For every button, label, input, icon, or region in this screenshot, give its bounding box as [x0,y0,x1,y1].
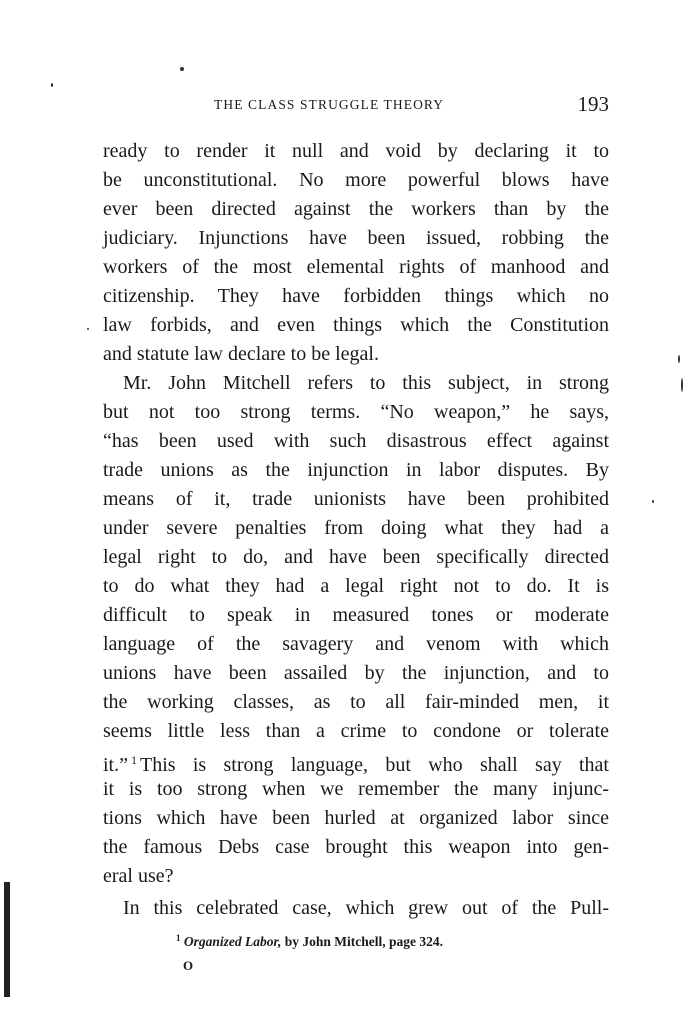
text-line: difficult to speak in measured tones or moderate [103,604,609,626]
text-line: citizenship. They have forbidden things which no [103,285,609,307]
text-line: ever been directed against the workers than by the [103,198,609,220]
text-line: legal right to do, and have been specifically directed [103,546,609,568]
text-line: Mr. John Mitchell refers to this subject, in strong [123,372,609,394]
text-line: it is too strong when we remember the many injunc- [103,778,609,800]
footnote-title: Organized Labor, [183,934,282,949]
text-line: eral use? [103,865,174,887]
footnote-citation: by John Mitchell, page 324. [284,934,444,949]
text-line: the famous Debs case brought this weapon into gen- [103,836,609,858]
footnote-marker: 1 [176,933,181,943]
text-line: In this celebrated case, which grew out of the Pull- [123,897,609,919]
text-line: and statute law declare to be legal. [103,343,379,365]
scan-speck [180,67,184,71]
text-line: seems little less than a crime to condone or tolerate [103,720,609,742]
text-line: be unconstitutional. No more powerful blows have [103,169,609,191]
text-line: “has been used with such disastrous effect against [103,430,609,452]
page-number: 193 [577,92,609,116]
scan-edge-bar [4,882,10,997]
scan-speck [51,83,53,87]
text-line: unions have been assailed by the injunction, and to [103,662,609,684]
running-head [214,92,609,117]
scan-speck [678,355,680,363]
text-line [103,746,609,775]
text-line: the working classes, as to all fair-minded men, it [103,691,609,713]
quote-close: it.” [103,754,128,776]
text-line: ready to render it null and void by declaring it to [103,140,609,162]
text-line: tions which have been hurled at organized labor since [103,807,609,829]
running-title: THE CLASS STRUGGLE THEORY [214,97,445,112]
text-line: means of it, trade unionists have been prohibited [103,488,609,510]
line-continuation: This is strong language, but who shall say that [140,754,609,776]
text-line: but not too strong terms. “No weapon,” he says, [103,401,609,423]
footnote-reference: 1 [131,753,137,767]
scan-speck [87,328,89,330]
text-line: under severe penalties from doing what they had a [103,517,609,539]
scan-speck [652,500,654,503]
text-line: trade unions as the injunction in labor disputes. By [103,459,609,481]
text-line: judiciary. Injunctions have been issued, robbing the [103,227,609,249]
text-line: workers of the most elemental rights of manhood and [103,256,609,278]
scan-speck [681,378,683,392]
footnote [176,933,443,950]
signature-mark: O [183,958,194,973]
text-line: law forbids, and even things which the Constitution [103,314,609,336]
text-line: language of the savagery and venom with which [103,633,609,655]
text-line: to do what they had a legal right not to do. It is [103,575,609,597]
